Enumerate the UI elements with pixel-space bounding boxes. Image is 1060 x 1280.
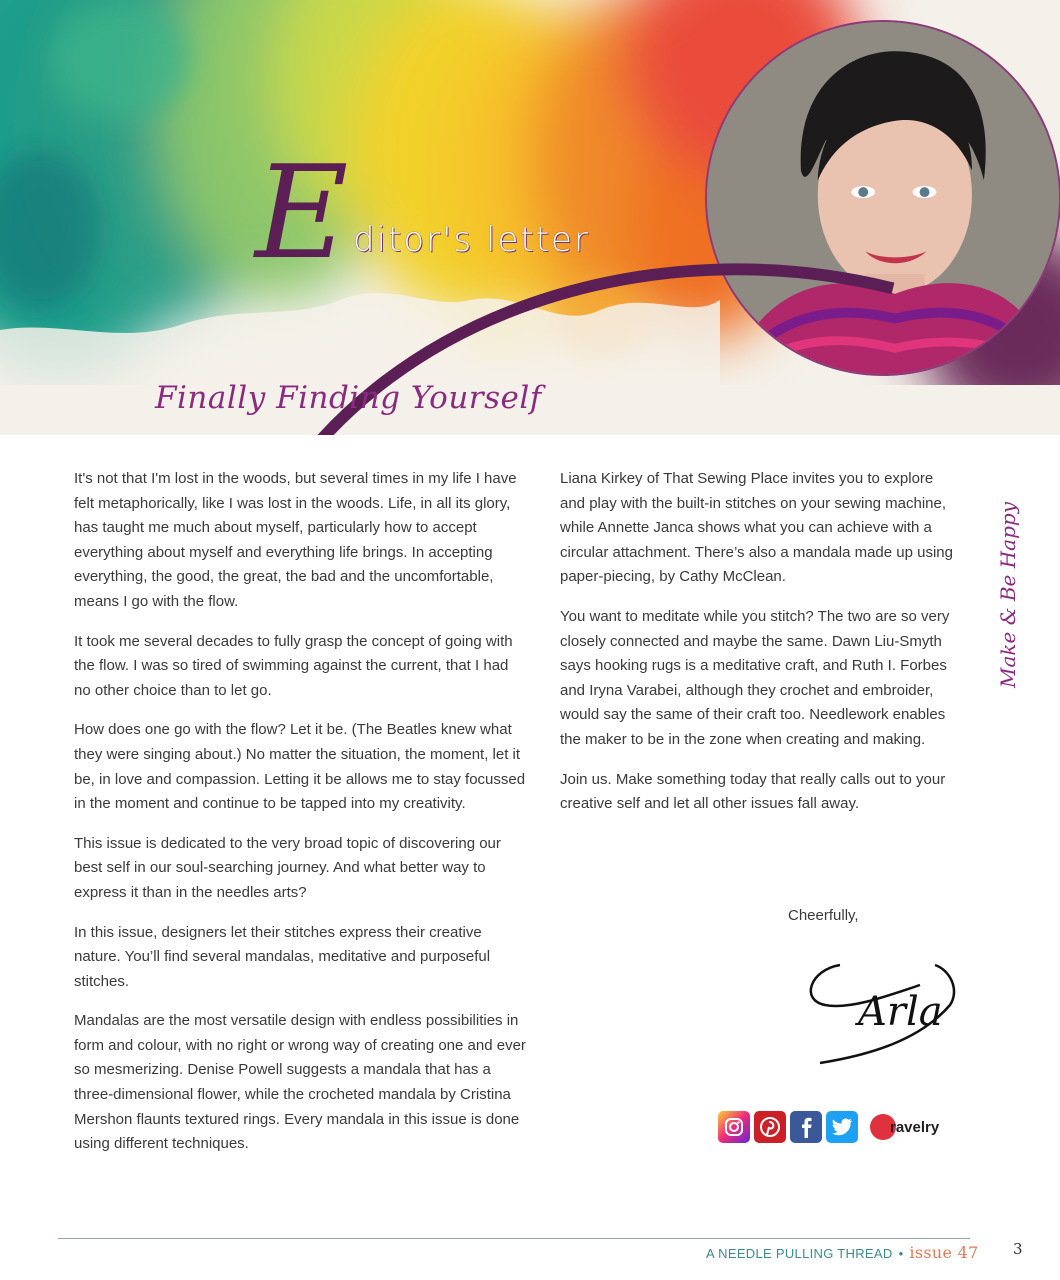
ravelry-label: ravelry	[890, 1118, 940, 1136]
instagram-icon[interactable]	[718, 1111, 750, 1143]
paragraph: It took me several decades to fully grasp the concept of going with the flow. I was so tired of swimming against the current, that I had no other choice than to let go.	[74, 632, 513, 699]
signature	[800, 945, 960, 1070]
title-text: ditor's letter	[353, 220, 590, 260]
pinterest-icon[interactable]	[754, 1111, 786, 1143]
footer-separator: •	[898, 1246, 904, 1261]
footer-divider	[58, 1238, 970, 1239]
paragraph: Liana Kirkey of That Sewing Place invites you to explore and play with the built-in stitches on your sewing machine, while Annette Janca shows what you can achieve with a circular attachment. There’s also a mandala made up using paper-piecing, by Cathy McClean.	[560, 470, 953, 586]
closing-text: Cheerfully,	[788, 907, 859, 924]
paragraph: Join us. Make something today that really calls out to your creative self and let all other issues fall away.	[560, 770, 946, 813]
left-column	[74, 467, 529, 1172]
footer	[706, 1243, 979, 1262]
watercolor-header	[0, 0, 1060, 435]
side-tagline	[978, 500, 1038, 690]
paragraph: This issue is dedicated to the very broad topic of discovering our best self in our soul-searching journey. And what better way to express it than in the needles arts?	[74, 834, 501, 901]
social-links	[718, 1110, 939, 1144]
paragraph: You want to meditate while you stitch? The two are so very closely connected and maybe the same. Dawn Liu-Smyth says hooking rugs is a meditative craft, and Ruth I. Forbes and Iryna Varabei, although they crochet and embroider, would say the same of their craft too. Needlework enables the maker to be in the zone when creating and making.	[560, 607, 950, 748]
side-tagline-text: Make & Be Happy	[996, 501, 1020, 689]
page-number: 3	[1013, 1240, 1023, 1258]
facebook-icon[interactable]	[790, 1111, 822, 1143]
paragraph: How does one go with the flow? Let it be. (The Beatles knew what they were singing about.) No matter the situation, the moment, let it be, in love and compassion. Letting it be allows me to stay focussed in the moment and continue to be tapped into my creativity.	[74, 721, 526, 813]
ravelry-icon[interactable]	[870, 1114, 939, 1140]
editors-letter-title	[185, 139, 645, 290]
article-subtitle: Finally Finding Yourself	[155, 380, 542, 416]
signature-text: Arla	[858, 989, 943, 1035]
paragraph: Mandalas are the most versatile design with endless possibilities in form and colour, with no right or wrong way of creating one and ever so mesmerizing. Denise Powell suggests a mandala that has a three-dimensional flower, while the crocheted mandala by Cristina Mershon flaunts textured rings. Every mandala in this issue is done using different techniques.	[74, 1012, 526, 1153]
paragraph: In this issue, designers let their stitches express their creative nature. You’ll find several mandalas, meditative and purposeful stitches.	[74, 923, 491, 990]
right-column	[560, 467, 960, 832]
issue-number: issue 47	[909, 1243, 979, 1262]
title-initial: E	[255, 139, 349, 288]
publication-name: A NEEDLE PULLING THREAD	[706, 1246, 893, 1261]
paragraph: It's not that I'm lost in the woods, but several times in my life I have felt metaphorically, like I was lost in the woods. Life, in all its glory, has taught me much about myself, particularly how to accept everything about myself and everything life brings. In accepting everything, the good, the great, the bad and the uncomfortable, means I go with the flow.	[74, 470, 517, 610]
twitter-icon[interactable]	[826, 1111, 858, 1143]
